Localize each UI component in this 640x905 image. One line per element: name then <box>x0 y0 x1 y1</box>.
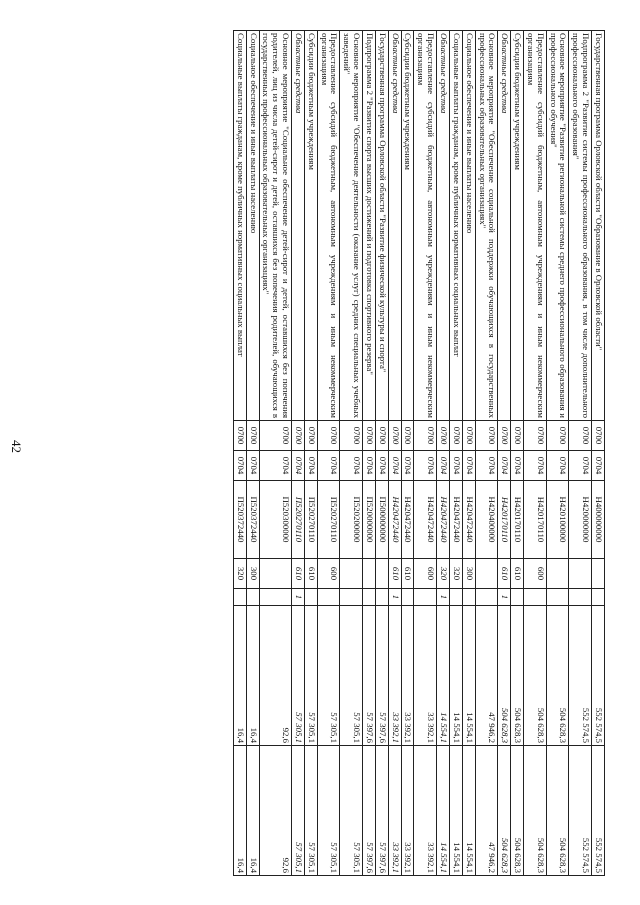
section-code-cell: 0700 <box>259 421 292 451</box>
row-name-cell: Основное мероприятие "Развитие региональной системы среднего профессионального образования и профессионального обучения" <box>546 31 569 421</box>
subsection-code-cell: 0704 <box>340 451 363 481</box>
section-code-cell: 0700 <box>524 421 547 451</box>
amount-cell: 504 628,3 <box>546 606 569 746</box>
amount-cell: 14 554,1 <box>437 606 450 746</box>
amount-second-cell: 504 628,3 <box>524 746 547 876</box>
section-code-cell: 0700 <box>511 421 524 451</box>
source-code-cell: 1 <box>498 589 511 606</box>
source-code-cell <box>304 589 317 606</box>
table-row <box>462 31 475 876</box>
subsection-code-cell: 0704 <box>414 451 437 481</box>
table-body <box>233 31 604 876</box>
target-article-cell: Н420472440 <box>462 481 475 559</box>
target-article-cell: П520000000 <box>363 481 376 559</box>
expense-type-cell: 300 <box>246 559 259 589</box>
section-code-cell: 0700 <box>375 421 388 451</box>
table-row <box>475 31 498 876</box>
subsection-code-cell: 0704 <box>388 451 401 481</box>
source-code-cell <box>401 589 414 606</box>
source-code-cell <box>569 589 592 606</box>
target-article-cell: Н420472440 <box>414 481 437 559</box>
amount-second-cell: 504 628,3 <box>546 746 569 876</box>
subsection-code-cell: 0704 <box>401 451 414 481</box>
amount-second-cell: 33 392,1 <box>388 746 401 876</box>
amount-cell: 552 574,5 <box>592 606 605 746</box>
table-row <box>375 31 388 876</box>
expense-type-cell <box>475 559 498 589</box>
source-code-cell <box>511 589 524 606</box>
amount-second-cell: 57 305,1 <box>340 746 363 876</box>
target-article-cell: П520372440 <box>233 481 246 559</box>
table-row <box>340 31 363 876</box>
source-code-cell <box>592 589 605 606</box>
source-code-cell <box>450 589 463 606</box>
section-code-cell: 0700 <box>388 421 401 451</box>
expense-type-cell: 300 <box>462 559 475 589</box>
target-article-cell: П520300000 <box>259 481 292 559</box>
expense-type-cell <box>340 559 363 589</box>
amount-cell: 57 305,1 <box>292 606 305 746</box>
subsection-code-cell: 0704 <box>259 451 292 481</box>
subsection-code-cell: 0704 <box>450 451 463 481</box>
section-code-cell: 0700 <box>304 421 317 451</box>
section-code-cell: 0700 <box>363 421 376 451</box>
source-code-cell <box>259 589 292 606</box>
section-code-cell: 0700 <box>450 421 463 451</box>
amount-second-cell: 33 392,1 <box>401 746 414 876</box>
amount-cell: 47 946,2 <box>475 606 498 746</box>
table-row <box>401 31 414 876</box>
expense-type-cell: 610 <box>292 559 305 589</box>
subsection-code-cell: 0704 <box>462 451 475 481</box>
table-row <box>498 31 511 876</box>
source-code-cell: 1 <box>388 589 401 606</box>
target-article-cell: Н420170110 <box>498 481 511 559</box>
row-name-cell: Субсидии бюджетным учреждениям <box>401 31 414 421</box>
subsection-code-cell: 0704 <box>524 451 547 481</box>
target-article-cell: Н420472440 <box>437 481 450 559</box>
amount-cell: 33 392,1 <box>401 606 414 746</box>
target-article-cell: Н420472440 <box>401 481 414 559</box>
amount-cell: 92,6 <box>259 606 292 746</box>
amount-second-cell: 33 392,1 <box>414 746 437 876</box>
subsection-code-cell: 0704 <box>498 451 511 481</box>
amount-second-cell: 57 397,6 <box>375 746 388 876</box>
subsection-code-cell: 0704 <box>437 451 450 481</box>
target-article-cell: Н420170110 <box>511 481 524 559</box>
table-row <box>388 31 401 876</box>
subsection-code-cell: 0704 <box>546 451 569 481</box>
row-name-cell: Основное мероприятие "Социальное обеспечение детей-сирот и детей, оставшихся без попечения родителей, лиц из числа детей-сирот и детей, оставшихся без попечения родителей, обучающихся в государственных профессиональных образовательных организациях" <box>259 31 292 421</box>
target-article-cell: П520270110 <box>292 481 305 559</box>
row-name-cell: Субсидии бюджетным учреждениям <box>511 31 524 421</box>
table-row <box>304 31 317 876</box>
amount-cell: 57 397,6 <box>363 606 376 746</box>
target-article-cell: П500000000 <box>375 481 388 559</box>
amount-cell: 504 628,3 <box>511 606 524 746</box>
rotated-table-wrapper <box>233 30 605 875</box>
expense-type-cell <box>259 559 292 589</box>
section-code-cell: 0700 <box>317 421 340 451</box>
row-name-cell: Предоставление субсидий бюджетным, автономным учреждениям и иным некоммерческим организациям <box>414 31 437 421</box>
row-name-cell: Социальное обеспечение и иные выплаты населению <box>246 31 259 421</box>
source-code-cell: 1 <box>437 589 450 606</box>
target-article-cell: Н420100000 <box>546 481 569 559</box>
expense-type-cell: 600 <box>414 559 437 589</box>
row-name-cell: Подпрограмма 2 "Развитие системы профессионального образования, в том числе дополнительного профессионального образования" <box>569 31 592 421</box>
source-code-cell <box>414 589 437 606</box>
row-name-cell: Основное мероприятие "Обеспечение деятельности (оказание услуг) средних специальных учебных заведений" <box>340 31 363 421</box>
section-code-cell: 0700 <box>246 421 259 451</box>
amount-cell: 504 628,3 <box>524 606 547 746</box>
row-name-cell: Областные средства <box>437 31 450 421</box>
source-code-cell: 1 <box>292 589 305 606</box>
row-name-cell: Социальное обеспечение и иные выплаты населению <box>462 31 475 421</box>
row-name-cell: Областные средства <box>292 31 305 421</box>
table-row <box>592 31 605 876</box>
table-row <box>246 31 259 876</box>
amount-second-cell: 504 628,3 <box>498 746 511 876</box>
subsection-code-cell: 0704 <box>317 451 340 481</box>
subsection-code-cell: 0704 <box>475 451 498 481</box>
subsection-code-cell: 0704 <box>592 451 605 481</box>
source-code-cell <box>375 589 388 606</box>
expense-type-cell: 320 <box>450 559 463 589</box>
row-name-cell: Подпрограмма 2 "Развитие спорта высших достижений и подготовка спортивного резерва" <box>363 31 376 421</box>
expense-type-cell: 610 <box>388 559 401 589</box>
section-code-cell: 0700 <box>592 421 605 451</box>
subsection-code-cell: 0704 <box>375 451 388 481</box>
table-row <box>450 31 463 876</box>
source-code-cell <box>317 589 340 606</box>
source-code-cell <box>524 589 547 606</box>
amount-cell: 33 392,1 <box>388 606 401 746</box>
section-code-cell: 0700 <box>437 421 450 451</box>
subsection-code-cell: 0704 <box>233 451 246 481</box>
amount-second-cell: 57 305,1 <box>317 746 340 876</box>
target-article-cell: П520270110 <box>317 481 340 559</box>
section-code-cell: 0700 <box>462 421 475 451</box>
expense-type-cell: 320 <box>233 559 246 589</box>
source-code-cell <box>363 589 376 606</box>
amount-cell: 14 554,1 <box>462 606 475 746</box>
row-name-cell: Предоставление субсидий бюджетным, автономным учреждениям и иным некоммерческим организациям <box>524 31 547 421</box>
table-row <box>569 31 592 876</box>
table-row <box>414 31 437 876</box>
source-code-cell <box>233 589 246 606</box>
expense-type-cell: 610 <box>304 559 317 589</box>
subsection-code-cell: 0704 <box>569 451 592 481</box>
table-row <box>437 31 450 876</box>
expense-type-cell <box>592 559 605 589</box>
subsection-code-cell: 0704 <box>363 451 376 481</box>
amount-second-cell: 16,4 <box>233 746 246 876</box>
amount-second-cell: 14 554,1 <box>462 746 475 876</box>
amount-cell: 33 392,1 <box>414 606 437 746</box>
section-code-cell: 0700 <box>401 421 414 451</box>
expense-type-cell: 600 <box>317 559 340 589</box>
amount-second-cell: 57 305,1 <box>304 746 317 876</box>
table-row <box>524 31 547 876</box>
target-article-cell: Н420400000 <box>475 481 498 559</box>
amount-cell: 14 554,1 <box>450 606 463 746</box>
amount-cell: 57 305,1 <box>304 606 317 746</box>
target-article-cell: Н420000000 <box>569 481 592 559</box>
section-code-cell: 0700 <box>546 421 569 451</box>
table-row <box>363 31 376 876</box>
row-name-cell: Основное мероприятие "Обеспечение социальной поддержки обучающихся в государственных профессиональных образовательных организациях" <box>475 31 498 421</box>
target-article-cell: Н420472440 <box>388 481 401 559</box>
table-row <box>511 31 524 876</box>
row-name-cell: Социальные выплаты гражданам, кроме публичных нормативных социальных выплат <box>450 31 463 421</box>
expense-type-cell: 610 <box>401 559 414 589</box>
target-article-cell: Н420472440 <box>450 481 463 559</box>
table-row <box>292 31 305 876</box>
source-code-cell <box>546 589 569 606</box>
expense-type-cell <box>569 559 592 589</box>
amount-cell: 57 397,6 <box>375 606 388 746</box>
amount-cell: 57 305,1 <box>340 606 363 746</box>
table-row <box>317 31 340 876</box>
amount-cell: 16,4 <box>233 606 246 746</box>
amount-second-cell: 14 554,1 <box>450 746 463 876</box>
section-code-cell: 0700 <box>233 421 246 451</box>
amount-second-cell: 92,6 <box>259 746 292 876</box>
expense-type-cell: 610 <box>511 559 524 589</box>
amount-cell: 57 305,1 <box>317 606 340 746</box>
amount-second-cell: 16,4 <box>246 746 259 876</box>
subsection-code-cell: 0704 <box>511 451 524 481</box>
section-code-cell: 0700 <box>498 421 511 451</box>
table-row <box>259 31 292 876</box>
amount-second-cell: 14 554,1 <box>437 746 450 876</box>
budget-table <box>233 30 605 876</box>
amount-cell: 504 628,3 <box>498 606 511 746</box>
section-code-cell: 0700 <box>569 421 592 451</box>
section-code-cell: 0700 <box>475 421 498 451</box>
source-code-cell <box>475 589 498 606</box>
section-code-cell: 0700 <box>414 421 437 451</box>
subsection-code-cell: 0704 <box>304 451 317 481</box>
target-article-cell: Н420170110 <box>524 481 547 559</box>
expense-type-cell <box>375 559 388 589</box>
expense-type-cell <box>363 559 376 589</box>
target-article-cell: П520200000 <box>340 481 363 559</box>
target-article-cell: П520270110 <box>304 481 317 559</box>
subsection-code-cell: 0704 <box>292 451 305 481</box>
table-row <box>546 31 569 876</box>
subsection-code-cell: 0704 <box>246 451 259 481</box>
table-row <box>233 31 246 876</box>
row-name-cell: Предоставление субсидий бюджетным, автономным учреждениям и иным некоммерческим организациям <box>317 31 340 421</box>
expense-type-cell: 320 <box>437 559 450 589</box>
source-code-cell <box>462 589 475 606</box>
expense-type-cell: 600 <box>524 559 547 589</box>
amount-second-cell: 57 305,1 <box>292 746 305 876</box>
expense-type-cell <box>546 559 569 589</box>
row-name-cell: Социальные выплаты гражданам, кроме публичных нормативных социальных выплат <box>233 31 246 421</box>
amount-second-cell: 552 574,5 <box>569 746 592 876</box>
page-number: 42 <box>9 440 24 453</box>
row-name-cell: Областные средства <box>498 31 511 421</box>
row-name-cell: Государственная программа Орловской области "Развитие физической культуры и спорта" <box>375 31 388 421</box>
amount-second-cell: 504 628,3 <box>511 746 524 876</box>
source-code-cell <box>340 589 363 606</box>
target-article-cell: Н400000000 <box>592 481 605 559</box>
amount-second-cell: 552 574,5 <box>592 746 605 876</box>
row-name-cell: Субсидии бюджетным учреждениям <box>304 31 317 421</box>
row-name-cell: Государственная программа Орловской области "Образование в Орловской области" <box>592 31 605 421</box>
expense-type-cell: 610 <box>498 559 511 589</box>
section-code-cell: 0700 <box>292 421 305 451</box>
amount-second-cell: 47 946,2 <box>475 746 498 876</box>
amount-cell: 16,4 <box>246 606 259 746</box>
section-code-cell: 0700 <box>340 421 363 451</box>
amount-second-cell: 57 397,6 <box>363 746 376 876</box>
amount-cell: 552 574,5 <box>569 606 592 746</box>
row-name-cell: Областные средства <box>388 31 401 421</box>
source-code-cell <box>246 589 259 606</box>
target-article-cell: П520372440 <box>246 481 259 559</box>
